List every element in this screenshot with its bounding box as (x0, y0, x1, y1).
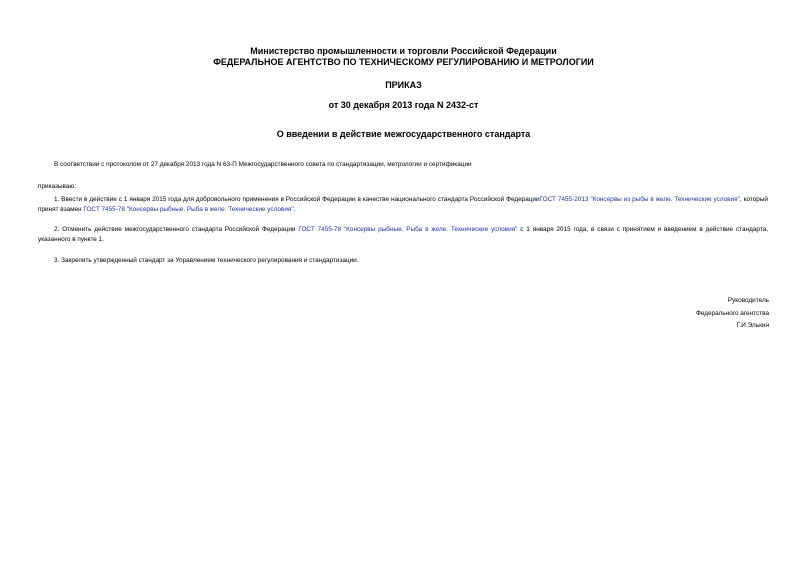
order-title: О введении в действие межгосударственного стандарта (276, 129, 531, 139)
ministry-heading: Министерство промышленности и торговли Российской Федерации (250, 46, 557, 56)
item-3-text: 3. Закрепить утвержденный стандарт за Управлением технического регулирования и стандартизации. (54, 257, 359, 264)
item-2-text-a: 2. Отменить действие межгосударственного стандарта Российской Федерации (54, 226, 299, 233)
item-1-text-c: . (293, 206, 296, 213)
order-date-number: от 30 декабря 2013 года N 2432-ст (328, 100, 479, 110)
preamble-paragraph (38, 160, 768, 170)
preamble-text: В соответствии с протоколом от 27 декабря 2013 года N 63-П Межгосударственного совета по стандартизации, метрологии и сертификации (54, 161, 472, 168)
order-heading: ПРИКАЗ (385, 80, 422, 90)
item-1-paragraph (38, 195, 768, 215)
item-2-text-b: с 1 января 2015 года, в связи с принятием и введением в действие стандарта, указанного в пункте 1. (38, 226, 768, 243)
item-1-text-b: , который принят взамен (38, 196, 768, 213)
signature-line-2: Федерального агентства (695, 309, 769, 317)
order-word-paragraph (38, 182, 768, 192)
agency-heading: ФЕДЕРАЛЬНОЕ АГЕНТСТВО ПО ТЕХНИЧЕСКОМУ РЕГУЛИРОВАНИЮ И МЕТРОЛОГИИ (213, 57, 594, 67)
link-gost-7455-78[interactable]: ГОСТ 7455-78 "Консервы рыбные. Рыба в желе. Технические условия" (83, 206, 294, 213)
link-gost-7455-78-cancel[interactable]: ГОСТ 7455-78 "Консервы рыбные. Рыба в желе. Технические условия" (298, 226, 518, 233)
item-1-text-a: 1. Ввести в действие с 1 января 2015 года для добровольного применения в Российской Федерации в качестве национального стандарта Российской Федерации (54, 196, 540, 203)
signature-line-1: Руководитель (727, 297, 769, 304)
order-word: приказываю: (38, 183, 76, 190)
signature-block (696, 295, 769, 333)
item-2-paragraph (38, 225, 768, 245)
item-3-paragraph (38, 256, 768, 266)
signature-line-3: Г.И.Элькин (736, 322, 769, 329)
link-gost-7455-2013[interactable]: ГОСТ 7455-2013 "Консервы из рыбы в желе. Технические условия" (539, 196, 740, 203)
